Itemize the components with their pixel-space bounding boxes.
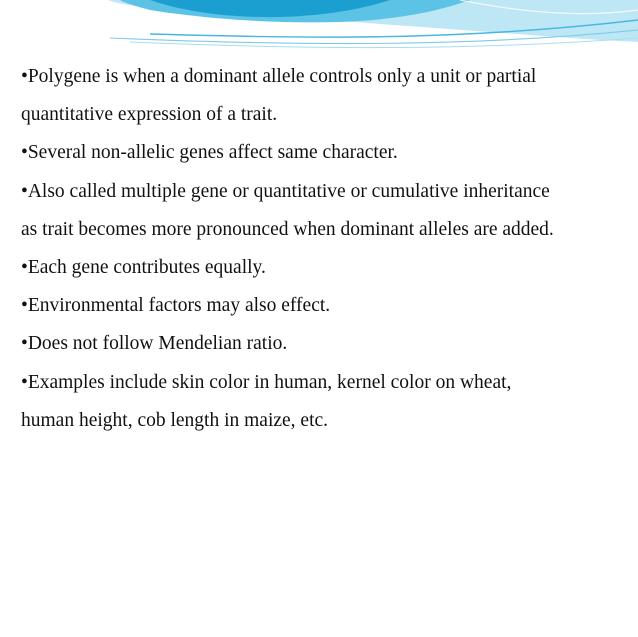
bullet-line: Does not follow Mendelian ratio.	[27, 333, 288, 355]
bullet-marker: •	[21, 257, 28, 279]
bullet-line: quantitative expression of a trait.	[21, 104, 278, 126]
bullet-line: Several non-allelic genes affect same character.	[27, 142, 398, 164]
bullet-marker: •	[21, 180, 28, 202]
bullet-line: Environmental factors may also effect.	[27, 295, 331, 317]
bullet-marker: •	[21, 333, 28, 355]
bullet-line: Polygene is when a dominant allele controls only a unit or partial	[27, 66, 537, 87]
bullet-line: human height, cob length in maize, etc.	[21, 409, 329, 431]
bullet-marker: •	[21, 66, 28, 87]
wave-line-3	[130, 38, 638, 48]
bullet-line: Also called multiple gene or quantitative or cumulative inheritance	[27, 180, 550, 202]
bullet-item	[21, 173, 633, 249]
bullet-line: as trait becomes more pronounced when dominant alleles are added.	[21, 218, 554, 240]
bullet-item	[21, 364, 633, 440]
bullet-line: Examples include skin color in human, kernel color on wheat,	[27, 371, 512, 393]
bullet-item	[21, 287, 633, 325]
bullet-marker: •	[21, 142, 28, 164]
header-wave-decoration	[0, 0, 638, 56]
bullet-item	[21, 325, 633, 363]
bullet-marker: •	[21, 295, 28, 317]
bullet-marker: •	[21, 371, 28, 393]
bullet-item	[21, 58, 633, 134]
bullet-list	[21, 58, 633, 440]
bullet-line: Each gene contributes equally.	[27, 257, 266, 279]
bullet-item	[21, 249, 633, 287]
bullet-item	[21, 134, 633, 172]
